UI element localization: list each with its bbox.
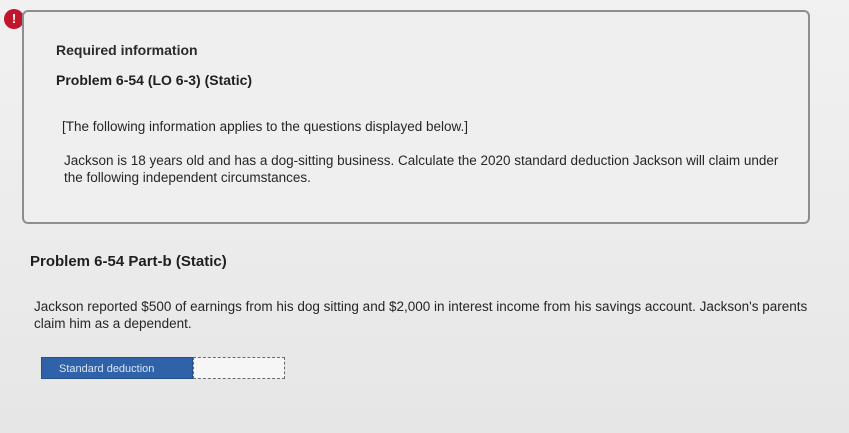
scenario-text: Jackson is 18 years old and has a dog-sitting business. Calculate the 2020 standard deduction Jackson will claim under the following independent circumstances. bbox=[64, 153, 779, 185]
required-information-box bbox=[22, 10, 810, 224]
info-note: [The following information applies to the questions displayed below.] bbox=[62, 119, 468, 134]
alert-icon: ! bbox=[4, 9, 24, 29]
part-title: Problem 6-54 Part-b (Static) bbox=[30, 253, 227, 270]
problem-title: Problem 6-54 (LO 6-3) (Static) bbox=[56, 72, 253, 88]
standard-deduction-row bbox=[41, 357, 285, 379]
standard-deduction-input[interactable] bbox=[193, 357, 285, 379]
standard-deduction-label: Standard deduction bbox=[41, 357, 193, 379]
required-information-heading: Required information bbox=[56, 42, 198, 58]
part-question-text: Jackson reported $500 of earnings from his dog sitting and $2,000 in interest income from his savings account. Jackson's parents claim him as a dependent. bbox=[34, 299, 808, 331]
